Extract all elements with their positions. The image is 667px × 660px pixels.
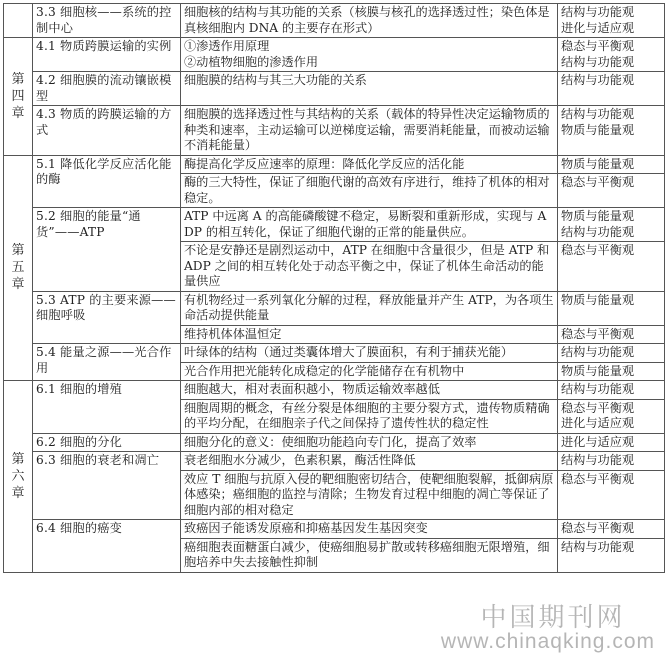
concept-cell: 结构与功能观 xyxy=(558,381,665,400)
table-row xyxy=(4,4,665,38)
table-row xyxy=(4,344,665,363)
section-cell: 4.3 物质的跨膜运输的方式 xyxy=(33,106,181,156)
content-cell: 细胞分化的意义：使细胞功能趋向专门化，提高了效率 xyxy=(181,433,558,452)
content-cell: 光合作用把光能转化成稳定的化学能储存在有机物中 xyxy=(181,362,558,381)
content-cell: 衰老细胞水分减少，色素积累，酶活性降低 xyxy=(181,452,558,471)
table-row xyxy=(4,433,665,452)
content-cell: 效应 T 细胞与抗原入侵的靶细胞密切结合，使靶细胞裂解，抵御病原体感染；癌细胞的监控与清除；生物发育过程中细胞的凋亡等保证了细胞内部的相对稳定 xyxy=(181,470,558,520)
table-row xyxy=(4,291,665,325)
concept-cell: 稳态与平衡观 结构与功能观 xyxy=(558,38,665,72)
section-cell: 5.1 降低化学反应活化能的酶 xyxy=(33,155,181,208)
concept-cell: 结构与功能观 xyxy=(558,538,665,572)
section-cell: 4.1 物质跨膜运输的实例 xyxy=(33,38,181,72)
content-cell: 细胞膜的选择透过性与其结构的关系（载体的特异性决定运输物质的种类和速率，主动运输可以逆梯度运输，需要消耗能量，而被动运输不消耗能量） xyxy=(181,106,558,156)
content-cell: 酶提高化学反应速率的原理：降低化学反应的活化能 xyxy=(181,155,558,174)
content-cell: 有机物经过一系列氧化分解的过程，释放能量并产生 ATP，为各项生命活动提供能量 xyxy=(181,291,558,325)
content-cell: 叶绿体的结构（通过类囊体增大了膜面积，有利于捕获光能） xyxy=(181,344,558,363)
content-cell: 不论是安静还是剧烈运动中，ATP 在细胞中含量很少，但是 ATP 和 ADP 之间的相互转化处于动态平衡之中，保证了机体生命活动的能量供应 xyxy=(181,242,558,292)
section-cell: 6.1 细胞的增殖 xyxy=(33,381,181,434)
section-cell: 3.3 细胞核——系统的控制中心 xyxy=(33,4,181,38)
table-row xyxy=(4,208,665,242)
content-cell: ATP 中远离 A 的高能磷酸键不稳定，易断裂和重新形成，实现与 ADP 的相互转化，保证了细胞代谢的正常的能量供应。 xyxy=(181,208,558,242)
section-cell: 4.2 细胞膜的流动镶嵌模型 xyxy=(33,72,181,106)
watermark-cn: 中国期刊网 xyxy=(480,602,626,632)
content-cell: 酶的三大特性，保证了细胞代谢的高效有序进行，维持了机体的相对稳定。 xyxy=(181,174,558,208)
chapter-cell xyxy=(4,4,33,38)
concept-cell: 稳态与平衡观 xyxy=(558,174,665,208)
table-row xyxy=(4,452,665,471)
concept-cell: 稳态与平衡观 xyxy=(558,470,665,520)
watermark xyxy=(441,597,655,654)
table-row xyxy=(4,520,665,539)
concept-cell: 物质与能量观 xyxy=(558,291,665,325)
curriculum-table xyxy=(3,3,665,573)
concept-cell: 结构与功能观 xyxy=(558,344,665,363)
watermark-url: www.chinaqking.com xyxy=(440,630,655,653)
content-cell: 细胞越大，相对表面积越小，物质运输效率越低 xyxy=(181,381,558,400)
concept-cell: 物质与能量观 xyxy=(558,155,665,174)
concept-cell: 稳态与平衡观 进化与适应观 xyxy=(558,399,665,433)
content-cell: 细胞周期的概念，有丝分裂是体细胞的主要分裂方式，遗传物质精确的平均分配，在细胞亲子代之间保持了遗传性状的稳定性 xyxy=(181,399,558,433)
chapter-cell-5: 第五章 xyxy=(4,155,33,381)
concept-cell: 结构与功能观 xyxy=(558,452,665,471)
concept-cell: 物质与能量观 结构与功能观 xyxy=(558,208,665,242)
section-cell: 5.2 细胞的能量“通货”——ATP xyxy=(33,208,181,292)
section-cell: 5.3 ATP 的主要来源——细胞呼吸 xyxy=(33,291,181,344)
content-cell: 细胞核的结构与其功能的关系（核膜与核孔的选择透过性；染色体是真核细胞内 DNA 的主要存在形式） xyxy=(181,4,558,38)
content-cell: 维持机体体温恒定 xyxy=(181,325,558,344)
chapter-cell-6: 第六章 xyxy=(4,381,33,573)
concept-cell: 稳态与平衡观 xyxy=(558,520,665,539)
concept-cell: 进化与适应观 xyxy=(558,433,665,452)
table-row xyxy=(4,106,665,156)
table-row xyxy=(4,38,665,72)
content-cell: 癌细胞表面糖蛋白减少，使癌细胞易扩散或转移癌细胞无限增殖，细胞培养中失去接触性抑制 xyxy=(181,538,558,572)
section-cell: 6.4 细胞的癌变 xyxy=(33,520,181,573)
chapter-cell-4: 第四章 xyxy=(4,38,33,156)
concept-cell: 结构与功能观 xyxy=(558,72,665,106)
section-cell: 5.4 能量之源——光合作用 xyxy=(33,344,181,381)
concept-cell: 结构与功能观 物质与能量观 xyxy=(558,106,665,156)
section-cell: 6.3 细胞的衰老和凋亡 xyxy=(33,452,181,520)
table-row xyxy=(4,381,665,400)
section-cell: 6.2 细胞的分化 xyxy=(33,433,181,452)
concept-cell: 结构与功能观 进化与适应观 xyxy=(558,4,665,38)
content-cell: 致癌因子能诱发原癌和抑癌基因发生基因突变 xyxy=(181,520,558,539)
concept-cell: 物质与能量观 xyxy=(558,362,665,381)
table-row xyxy=(4,155,665,174)
content-cell: ①渗透作用原理 ②动植物细胞的渗透作用 xyxy=(181,38,558,72)
table-row xyxy=(4,72,665,106)
content-cell: 细胞膜的结构与其三大功能的关系 xyxy=(181,72,558,106)
concept-cell: 稳态与平衡观 xyxy=(558,242,665,292)
concept-cell: 稳态与平衡观 xyxy=(558,325,665,344)
